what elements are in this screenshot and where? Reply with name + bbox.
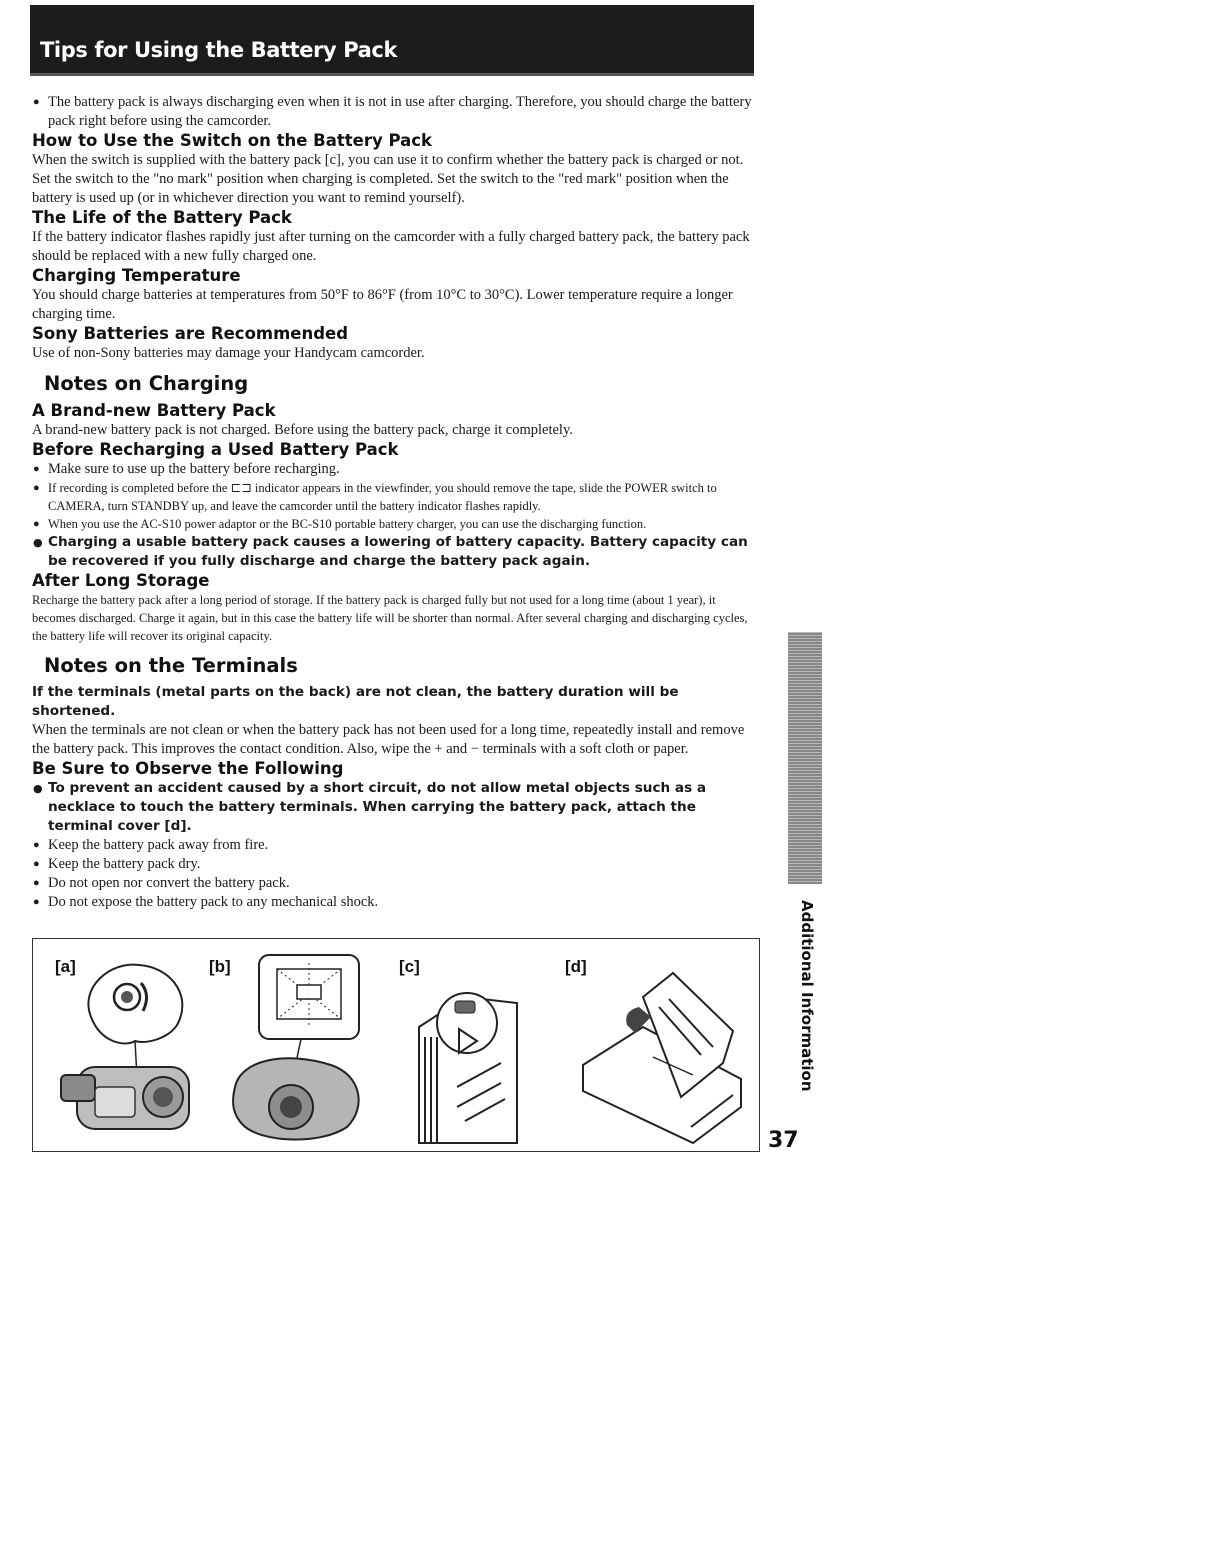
battery-terminal-cover-illustration [573, 967, 753, 1147]
heading-switch: How to Use the Switch on the Battery Pack [32, 131, 433, 150]
section-tab-shading [788, 632, 822, 884]
bullet-icon: ● [33, 518, 40, 530]
list-item: ● Keep the battery pack away from fire. [33, 837, 269, 853]
page-number: 37 [768, 1128, 799, 1153]
paragraph-charging-temperature: You should charge batteries at temperatures from 50°F to 86°F (from 10°C to 30°C). Lower temperature require a longer charging time. [32, 287, 733, 322]
main-content [32, 93, 758, 912]
bullet-icon: ● [33, 839, 40, 851]
header-banner [30, 5, 754, 76]
camcorder-eyecup-illustration [51, 947, 211, 1147]
bullet-icon: ● [33, 536, 43, 549]
list-item: ● Do not expose the battery pack to any mechanical shock. [33, 894, 379, 910]
paragraph-switch: When the switch is supplied with the battery pack [c], you can use it to confirm whether the battery pack is charged or not. Set the switch to the "no mark" position when charging is completed. Set the switch to the "red mark" position when the battery is used up (or in whichever direction you want to remind yourself). [32, 152, 744, 206]
list-item: ● If recording is completed before the ⊏⊐ indicator appears in the viewfinder, you should remove the tape, slide the POWER switch to CAMERA, turn STANDBY up, and leave the camcorder until the battery indicator flashes rapidly. [33, 481, 717, 513]
figure-label-b: [b] [209, 957, 231, 976]
intro-bullet: ● The battery pack is always discharging even when it is not in use after charging. Therefore, you should charge the battery pack right before using the camcorder. [33, 94, 752, 129]
heading-before-recharging: Before Recharging a Used Battery Pack [32, 440, 399, 459]
paragraph-brand-new: A brand-new battery pack is not charged. Before using the battery pack, charge it completely. [32, 422, 573, 438]
heading-sony-batteries: Sony Batteries are Recommended [32, 324, 349, 343]
figure-label-a: [a] [55, 957, 76, 976]
paragraph-battery-life: If the battery indicator flashes rapidly just after turning on the camcorder with a fully charged battery pack, the battery pack should be replaced with a new fully charged one. [32, 229, 750, 264]
heading-charging-temperature: Charging Temperature [32, 266, 241, 285]
bullet-icon: ● [33, 896, 40, 908]
figure-label-c: [c] [399, 957, 420, 976]
heading-after-long-storage: After Long Storage [32, 571, 210, 590]
list-item: ● Do not open nor convert the battery pack. [33, 875, 290, 891]
bullet-icon: ● [33, 96, 40, 108]
list-item: ● To prevent an accident caused by a short circuit, do not allow metal objects such as a necklace to touch the battery terminals. When carrying the battery pack, attach the terminal cover [d]. [33, 780, 707, 834]
list-item: ● When you use the AC-S10 power adaptor or the BC-S10 portable battery charger, you can use the discharging function. [33, 517, 647, 531]
paragraph-terminals: When the terminals are not clean or when the battery pack has not been used for a long time, repeatedly install and remove the battery pack. This improves the contact condition. Also, wipe the + and − terminals with a soft cloth or paper. [32, 722, 745, 757]
section-tab-label: Additional Information [798, 900, 816, 1092]
camcorder-viewfinder-illustration [221, 947, 371, 1147]
bullet-icon: ● [33, 482, 40, 494]
heading-observe: Be Sure to Observe the Following [32, 759, 344, 778]
bullet-icon: ● [33, 463, 40, 475]
figure-label-d: [d] [565, 957, 587, 976]
list-item: ● Make sure to use up the battery before recharging. [33, 461, 340, 477]
list-item: ● Charging a usable battery pack causes a lowering of battery capacity. Battery capacity can be recovered if you fully discharge and charge the battery pack again. [33, 534, 748, 569]
bullet-icon: ● [33, 858, 40, 870]
paragraph-sony-batteries: Use of non-Sony batteries may damage your Handycam camcorder. [32, 345, 425, 361]
bullet-icon: ● [33, 782, 43, 795]
section-title-terminals: Notes on the Terminals [44, 654, 298, 677]
battery-switch-illustration [405, 967, 535, 1147]
heading-battery-life: The Life of the Battery Pack [32, 208, 292, 227]
list-item: ● Keep the battery pack dry. [33, 856, 201, 872]
section-title-charging: Notes on Charging [44, 372, 249, 395]
heading-brand-new: A Brand-new Battery Pack [32, 401, 276, 420]
terminals-warning: If the terminals (metal parts on the back) are not clean, the battery duration will be shortened. [32, 684, 679, 719]
illustration-panel [32, 938, 760, 1152]
bullet-icon: ● [33, 877, 40, 889]
paragraph-after-long-storage: Recharge the battery pack after a long period of storage. If the battery pack is charged fully but not used for a long time (about 1 year), it becomes discharged. Charge it again, but in this case the battery life will be shorter than normal. After several charging and discharging cycles, the battery life will recover its original capacity. [32, 593, 748, 643]
page-title: Tips for Using the Battery Pack [40, 38, 398, 62]
